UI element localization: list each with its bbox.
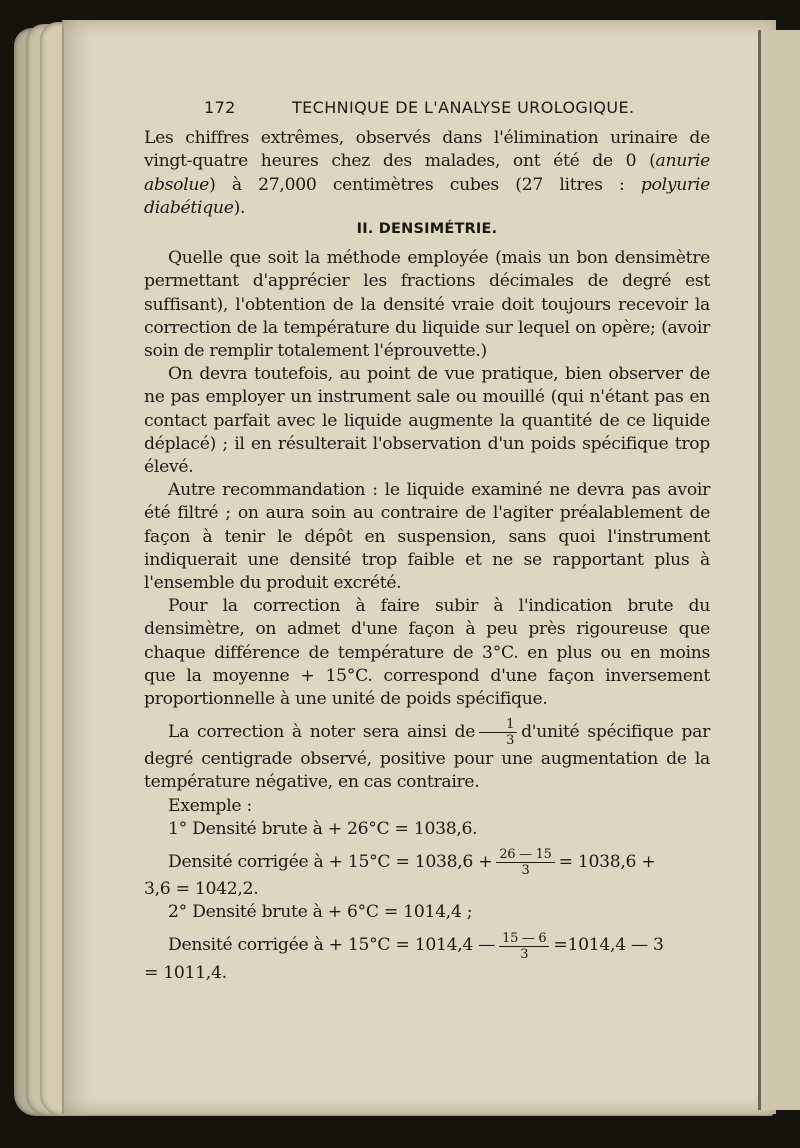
fraction-denominator: 3 [506, 733, 515, 749]
fraction [496, 847, 554, 878]
italic-term: anurie absolue [144, 151, 710, 195]
page-number: 172 [204, 98, 236, 117]
text-run: Densité corrigée à + 15°C = 1014,4 — [168, 935, 496, 956]
text-run: =1014,4 — 3 [553, 935, 664, 956]
fraction [499, 931, 549, 962]
corrected-density-2 [144, 931, 710, 962]
text-run: = 1038,6 + [558, 851, 656, 872]
text-run: Les chiffres extrêmes, observés dans l'élimination urinaire de vingt-quatre heures chez des malades, ont été de 0 ( [144, 128, 710, 172]
paragraph-correction-rule: Pour la correction à faire subir à l'indication brute du densimètre, on admet d'une façon à peu près rigoureuse que chaque différence de température de 3°C. en plus ou en moins que la moyenne + 15°C. correspond d'une façon inversement proportionnelle à une unité de poids spécifique. [144, 596, 710, 710]
running-title: TECHNIQUE DE L'ANALYSE UROLOGIQUE. [292, 98, 635, 117]
text-run: ) à 27,000 centimètres cubes (27 litres : [209, 174, 641, 195]
corrected-density-1 [144, 847, 710, 878]
paragraph-filter: Autre recommandation : le liquide examiné ne devra pas avoir été filtré ; on aura soin au contraire de l'agiter préalablement de façon à tenir le dépôt en suspension, sans quoi l'instrument indiquerait une densité trop faible et ne se rapportant plus à l'ensemble du produit excrété. [144, 480, 710, 594]
corrected-density-1-continued: 3,6 = 1042,2. [144, 879, 259, 900]
fraction [479, 717, 517, 748]
fraction-numerator: 26 — 15 [496, 847, 554, 863]
italic-term: polyurie diabétique [144, 174, 710, 218]
fraction-denominator: 3 [521, 863, 530, 879]
example-label: Exemple : [168, 795, 252, 816]
text-run: La correction à noter sera ainsi de [168, 722, 476, 743]
text-run: Densité corrigée à + 15°C = 1038,6 + [168, 851, 493, 872]
paragraph-method: Quelle que soit la méthode employée (mais un bon densimètre permettant d'apprécier les fractions décimales de degré est suffisant), l'obtention de la densité vraie doit toujours recevoir la correction de la température du liquide sur lequel on opère; (avoir soin de remplir totalement l'éprouvette.) [144, 248, 710, 362]
example-item-2: 2° Densité brute à + 6°C = 1014,4 ; [168, 902, 473, 923]
running-header [204, 96, 710, 119]
page-text [144, 96, 710, 985]
paragraph-extremes [144, 127, 710, 220]
text-run: ). [233, 197, 246, 218]
fraction-denominator: 3 [520, 946, 529, 962]
example-item-1: 1° Densité brute à + 26°C = 1038,6. [168, 818, 478, 839]
text-run: d'unité spécifique par degré centigrade observé, positive pour une augmentation de la température négative, en cas contraire. [144, 722, 710, 793]
fraction-numerator: 15 — 6 [499, 931, 549, 947]
corrected-density-2-continued: = 1011,4. [144, 962, 227, 983]
paragraph-instrument: On devra toutefois, au point de vue pratique, bien observer de ne pas employer un instrument sale ou mouillé (qui n'étant pas en contact parfait avec le liquide augmente la quantité de ce liquide déplacé) ; il en résulterait l'observation d'un poids spécifique trop élevé. [144, 364, 710, 478]
paragraph-correction-factor [144, 717, 710, 794]
section-title: II. DENSIMÉTRIE. [356, 221, 498, 238]
facing-page-edge [758, 30, 800, 1110]
fraction-numerator: 1 [479, 717, 517, 733]
